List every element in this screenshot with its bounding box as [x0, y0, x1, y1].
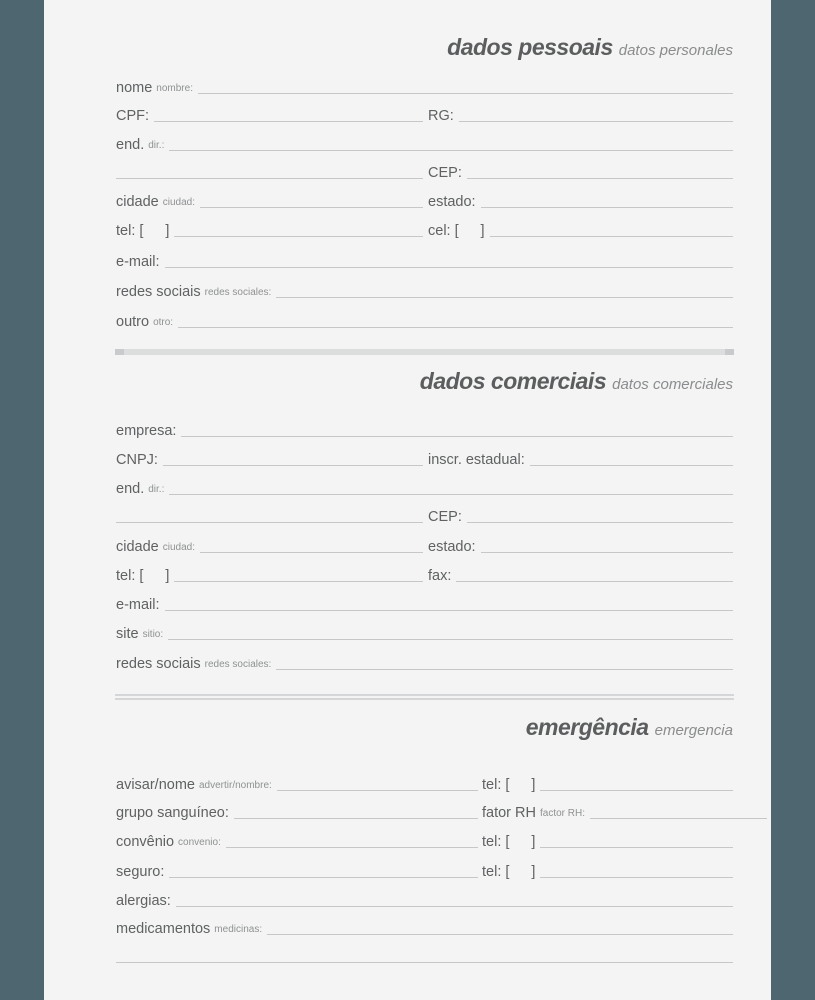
- field-label: alergias:: [116, 892, 171, 909]
- bracket-close: ]: [480, 222, 485, 239]
- field-sublabel: dir.:: [148, 140, 165, 151]
- field-inscr-estadual: [428, 450, 733, 468]
- cel-input[interactable]: [490, 235, 733, 237]
- section-title: emergência: [525, 714, 649, 740]
- field-cep: [428, 163, 733, 181]
- area-code-brackets[interactable]: [139, 569, 169, 585]
- field-redes-sociais: [116, 282, 733, 300]
- field-emergency-tel-2: [482, 832, 733, 850]
- emergency-tel-3-input[interactable]: [540, 876, 733, 878]
- area-code-brackets[interactable]: [505, 778, 535, 794]
- field-avisar-nome: [116, 775, 478, 793]
- field-sublabel: ciudad:: [162, 197, 195, 208]
- bracket-close: ]: [531, 776, 536, 793]
- field-medicamentos: [116, 919, 733, 937]
- divider-bar: [115, 694, 734, 696]
- field-label: cidade: [116, 538, 159, 555]
- area-code-brackets[interactable]: [455, 224, 485, 240]
- field-email: [116, 252, 733, 270]
- section-title: dados pessoais: [447, 34, 613, 60]
- field-nome: [116, 78, 733, 96]
- bracket-close: ]: [165, 222, 170, 239]
- area-code-brackets[interactable]: [505, 865, 535, 881]
- field-label: CPF:: [116, 107, 150, 124]
- site-input[interactable]: [168, 638, 733, 640]
- field-sublabel: redes sociales:: [204, 287, 272, 298]
- field-sublabel: sitio:: [142, 629, 164, 640]
- divider-cap: [115, 349, 124, 355]
- field-emergency-tel-3: [482, 862, 733, 880]
- tel-input[interactable]: [174, 235, 423, 237]
- field-sublabel: otro:: [153, 317, 174, 328]
- field-label: inscr. estadual:: [428, 451, 525, 468]
- field-sublabel: redes sociales:: [204, 659, 272, 670]
- avisar-nome-input[interactable]: [277, 789, 478, 791]
- field-cel: [428, 221, 733, 239]
- bracket-close: ]: [531, 863, 536, 880]
- field-sublabel: factor RH:: [540, 808, 586, 819]
- field-label: seguro:: [116, 863, 165, 880]
- area-code-brackets[interactable]: [139, 224, 169, 240]
- emergency-tel-1-input[interactable]: [540, 789, 733, 791]
- field-sublabel: dir.:: [148, 484, 165, 495]
- bracket-close: ]: [531, 833, 536, 850]
- field-email-comercial: [116, 595, 733, 613]
- field-sublabel: advertir/nombre:: [198, 780, 272, 791]
- field-label: avisar/nome: [116, 776, 195, 793]
- field-label: tel:: [116, 567, 136, 584]
- field-label: cel:: [428, 222, 451, 239]
- field-empresa: [116, 421, 733, 439]
- field-tel-comercial: [116, 566, 423, 584]
- field-label: cidade: [116, 193, 159, 210]
- field-label: nome: [116, 79, 153, 96]
- cep-comercial-input[interactable]: [467, 521, 733, 523]
- section-divider: [115, 694, 734, 700]
- field-label: medicamentos: [116, 920, 211, 937]
- nome-input[interactable]: [198, 92, 733, 94]
- section-subtitle: datos comerciales: [612, 376, 733, 393]
- cidade-input[interactable]: [200, 206, 423, 208]
- bracket-open: [: [139, 567, 144, 584]
- field-label: grupo sanguíneo:: [116, 804, 229, 821]
- field-endereco: [116, 135, 733, 153]
- field-endereco-comercial-cont: [116, 507, 423, 525]
- redes-sociais-input[interactable]: [276, 296, 733, 298]
- field-label: tel:: [116, 222, 136, 239]
- section-title: dados comerciais: [419, 368, 607, 394]
- field-convenio: [116, 832, 478, 850]
- field-label: end.: [116, 480, 145, 497]
- field-label: tel:: [482, 776, 502, 793]
- estado-comercial-input[interactable]: [481, 551, 733, 553]
- field-sublabel: nombre:: [156, 83, 193, 94]
- divider-bar: [115, 698, 734, 700]
- divider-cap: [725, 349, 734, 355]
- field-endereco-cont: [116, 163, 423, 181]
- field-alergias: [116, 891, 733, 909]
- field-estado-comercial: [428, 537, 733, 555]
- empresa-input[interactable]: [181, 435, 733, 437]
- field-label: e-mail:: [116, 253, 160, 270]
- field-label: tel:: [482, 863, 502, 880]
- field-label: site: [116, 625, 139, 642]
- emergency-tel-2-input[interactable]: [540, 846, 733, 848]
- field-cidade: [116, 192, 423, 210]
- field-label: estado:: [428, 538, 476, 555]
- field-medicamentos-cont: [116, 947, 733, 965]
- section-subtitle: datos personales: [618, 42, 733, 59]
- field-sublabel: medicinas:: [214, 924, 263, 935]
- field-label: CEP:: [428, 508, 462, 525]
- form-page: [44, 0, 771, 1000]
- endereco-comercial-cont-input[interactable]: [116, 521, 423, 523]
- field-grupo-sanguineo: [116, 803, 478, 821]
- endereco-comercial-input[interactable]: [169, 493, 733, 495]
- field-outro: [116, 312, 733, 330]
- field-emergency-tel-1: [482, 775, 733, 793]
- convenio-input[interactable]: [226, 846, 478, 848]
- field-sublabel: ciudad:: [162, 542, 195, 553]
- field-label: tel:: [482, 833, 502, 850]
- bracket-close: ]: [165, 567, 170, 584]
- bracket-open: [: [505, 863, 510, 880]
- seguro-input[interactable]: [169, 876, 478, 878]
- email-comercial-input[interactable]: [165, 609, 733, 611]
- section-heading-commercial: [420, 370, 733, 393]
- field-sublabel: convenio:: [178, 837, 221, 848]
- field-seguro: [116, 862, 478, 880]
- field-label: fax:: [428, 567, 452, 584]
- section-subtitle: emergencia: [654, 722, 733, 739]
- fax-input[interactable]: [456, 580, 733, 582]
- field-label: redes sociais: [116, 655, 201, 672]
- redes-sociais-comercial-input[interactable]: [276, 668, 733, 670]
- cidade-comercial-input[interactable]: [200, 551, 423, 553]
- field-endereco-comercial: [116, 479, 733, 497]
- field-fax: [428, 566, 733, 584]
- field-label: redes sociais: [116, 283, 201, 300]
- field-cidade-comercial: [116, 537, 423, 555]
- field-cnpj: [116, 450, 423, 468]
- field-label: RG:: [428, 107, 454, 124]
- endereco-cont-input[interactable]: [116, 177, 423, 179]
- field-tel: [116, 221, 423, 239]
- bracket-open: [: [454, 222, 459, 239]
- inscr-estadual-input[interactable]: [530, 464, 733, 466]
- alergias-input[interactable]: [176, 905, 733, 907]
- field-label: CEP:: [428, 164, 462, 181]
- field-label: fator RH: [482, 804, 536, 821]
- section-divider: [115, 349, 734, 355]
- rg-input[interactable]: [459, 120, 733, 122]
- field-rg: [428, 106, 733, 124]
- field-label: convênio: [116, 833, 175, 850]
- section-heading-emergency: [526, 716, 733, 739]
- area-code-brackets[interactable]: [505, 835, 535, 851]
- tel-comercial-input[interactable]: [174, 580, 423, 582]
- bracket-open: [: [139, 222, 144, 239]
- field-site: [116, 624, 733, 642]
- field-label: end.: [116, 136, 145, 153]
- bracket-open: [: [505, 833, 510, 850]
- medicamentos-cont-input[interactable]: [116, 961, 733, 963]
- field-estado: [428, 192, 733, 210]
- estado-input[interactable]: [481, 206, 733, 208]
- outro-input[interactable]: [178, 326, 733, 328]
- field-cep-comercial: [428, 507, 733, 525]
- cpf-input[interactable]: [154, 120, 423, 122]
- cep-input[interactable]: [467, 177, 733, 179]
- field-cpf: [116, 106, 423, 124]
- medicamentos-input[interactable]: [267, 933, 733, 935]
- bracket-open: [: [505, 776, 510, 793]
- field-fator-rh: [482, 803, 733, 821]
- email-input[interactable]: [165, 266, 733, 268]
- section-heading-personal: [447, 36, 733, 59]
- cnpj-input[interactable]: [163, 464, 423, 466]
- field-label: estado:: [428, 193, 476, 210]
- grupo-sanguineo-input[interactable]: [234, 817, 478, 819]
- field-label: empresa:: [116, 422, 177, 439]
- endereco-input[interactable]: [169, 149, 733, 151]
- field-label: CNPJ:: [116, 451, 158, 468]
- fator-rh-input[interactable]: [590, 817, 767, 819]
- field-redes-sociais-comercial: [116, 654, 733, 672]
- field-label: outro: [116, 313, 150, 330]
- field-label: e-mail:: [116, 596, 160, 613]
